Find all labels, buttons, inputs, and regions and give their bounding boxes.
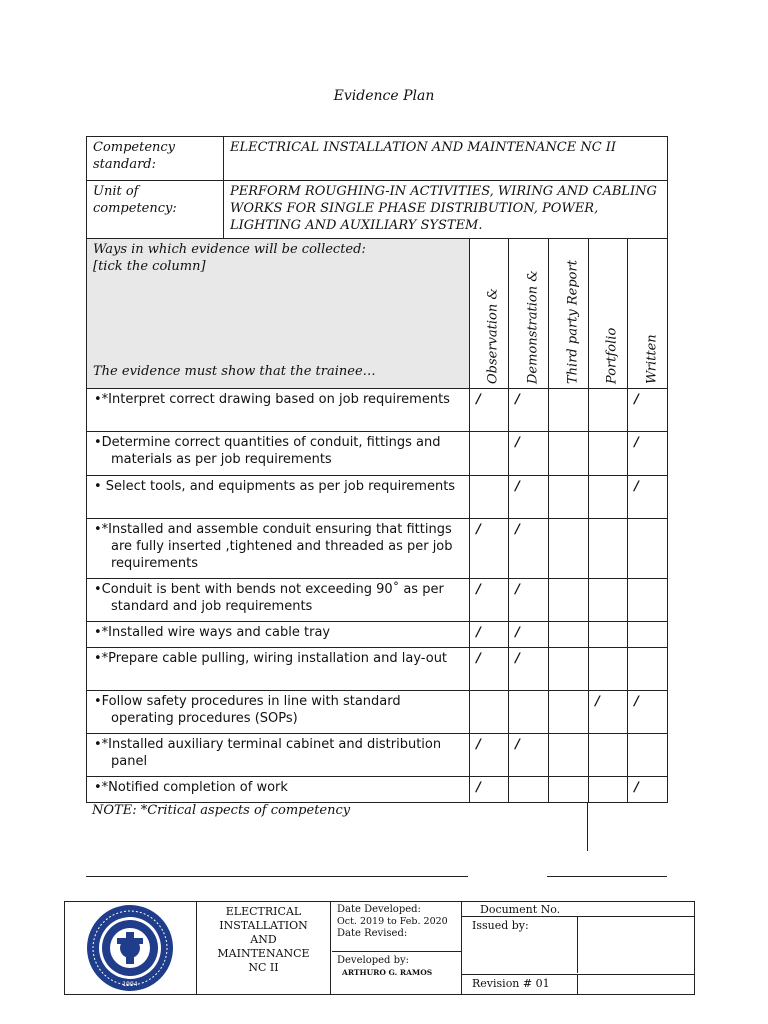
criterion-text: •*Installed and assemble conduit ensuring that fittings are fully inserted ,tightened and threaded as per job requirements [87,519,470,579]
developed-by-label: Developed by: [337,955,410,966]
document-footer [64,901,695,995]
empty-mark-cell [549,432,589,476]
tick-mark-cell [589,691,628,734]
signature-line-right [547,876,667,877]
empty-mark-cell [549,734,589,777]
tick-mark-cell [628,476,668,519]
empty-mark-cell [470,432,509,476]
empty-mark-cell [549,622,589,648]
empty-mark-cell [549,777,589,803]
empty-mark-cell [589,579,628,622]
empty-mark-cell [589,777,628,803]
tick-mark: / [515,737,520,752]
tick-mark: / [515,651,520,666]
empty-mark-cell [628,579,668,622]
footer-divider [332,951,461,952]
empty-mark-cell [628,648,668,691]
footer-qualification-title: ELECTRICAL INSTALLATION AND MAINTENANCE NC II [197,902,331,994]
tick-mark: / [476,651,481,666]
empty-mark-cell [470,476,509,519]
tick-mark-cell [509,389,549,432]
tick-mark: / [476,522,481,537]
tick-mark-cell [470,734,509,777]
column-header-written: Written [628,239,668,389]
table-row [87,389,668,432]
tick-mark-cell [509,432,549,476]
criterion-text: •*Installed wire ways and cable tray [87,622,470,648]
revision-label: Revision # 01 [472,977,550,990]
date-developed-value: Oct. 2019 to Feb. 2020 [337,916,448,927]
empty-mark-cell [549,519,589,579]
tick-mark-cell [470,579,509,622]
issued-by-box [462,917,578,973]
table-row [87,432,668,476]
tick-mark: / [634,435,639,450]
tick-mark: / [515,522,520,537]
competency-standard-value: ELECTRICAL INSTALLATION AND MAINTENANCE NC II [224,137,668,181]
tick-mark: / [476,737,481,752]
empty-mark-cell [549,476,589,519]
logo-year: 1994 [122,981,138,988]
competency-standard-label: Competency standard: [87,137,224,181]
signature-line-left [86,876,468,877]
empty-mark-cell [628,519,668,579]
date-developed-label: Date Developed: [337,904,421,915]
criterion-text: •*Notified completion of work [87,777,470,803]
column-header-row [87,239,668,389]
tick-mark: / [634,479,639,494]
tick-mark: / [476,780,481,795]
competency-standard-row [87,137,668,181]
empty-mark-cell [509,691,549,734]
criterion-text: •*Prepare cable pulling, wiring installation and lay-out [87,648,470,691]
table-row [87,734,668,777]
tick-mark: / [515,625,520,640]
tick-mark-cell [628,777,668,803]
criterion-text: • Select tools, and equipments as per job requirements [87,476,470,519]
tick-mark-cell [628,691,668,734]
tick-mark: / [634,694,639,709]
tick-mark: / [634,780,639,795]
empty-mark-cell [589,432,628,476]
empty-mark-cell [549,579,589,622]
must-show-label: The evidence must show that the trainee… [93,364,376,379]
tick-mark-cell [470,389,509,432]
tick-mark-cell [509,519,549,579]
table-row [87,476,668,519]
divider-line [587,803,588,851]
document-no-label: Document No. [480,903,561,916]
tick-label: [tick the column] [93,259,206,274]
tick-mark-cell [470,519,509,579]
document-no-box [462,902,694,917]
column-header-portfolio: Portfolio [589,239,628,389]
column-header-demonstration: Demonstration & [509,239,549,389]
empty-mark-cell [589,734,628,777]
tick-mark: / [476,625,481,640]
tick-mark: / [515,392,520,407]
empty-mark-cell [628,622,668,648]
tick-mark-cell [470,777,509,803]
tick-mark-cell [628,432,668,476]
note-critical-aspects: NOTE: *Critical aspects of competency [92,803,351,818]
ways-header-cell [87,239,470,389]
column-header-third-party-report: Third party Report [549,239,589,389]
empty-mark-cell [589,389,628,432]
empty-mark-cell [589,519,628,579]
table-row [87,519,668,579]
empty-mark-cell [549,691,589,734]
evidence-plan-table [86,136,668,803]
table-row [87,691,668,734]
empty-mark-cell [628,734,668,777]
tick-mark-cell [628,389,668,432]
tick-mark-cell [509,622,549,648]
logo-cell [65,902,197,994]
table-row [87,579,668,622]
empty-mark-cell [549,389,589,432]
issued-by-label: Issued by: [472,919,529,932]
unit-of-competency-row [87,181,668,239]
criterion-text: •Conduit is bent with bends not exceeding 90˚ as per standard and job requirements [87,579,470,622]
unit-of-competency-label: Unit of competency: [87,181,224,239]
empty-mark-cell [470,691,509,734]
tick-mark-cell [509,579,549,622]
tick-mark: / [595,694,600,709]
criterion-text: •*Installed auxiliary terminal cabinet and distribution panel [87,734,470,777]
tick-mark-cell [470,648,509,691]
footer-dates-cell [332,902,462,994]
page-title: Evidence Plan [333,88,435,104]
ways-label: Ways in which evidence will be collected: [93,242,366,257]
tick-mark-cell [509,648,549,691]
table-row [87,648,668,691]
table-row [87,777,668,803]
empty-mark-cell [589,622,628,648]
tick-mark-cell [509,734,549,777]
footer-document-cell [462,902,694,994]
unit-of-competency-value: PERFORM ROUGHING-IN ACTIVITIES, WIRING AND CABLING WORKS FOR SINGLE PHASE DISTRIBUTION, POWER, LIGHTING AND AUXILIARY SYSTEM. [224,181,668,239]
tick-mark-cell [509,476,549,519]
empty-mark-cell [589,648,628,691]
column-header-observation: Observation & [470,239,509,389]
criterion-text: •*Interpret correct drawing based on job requirements [87,389,470,432]
date-revised-label: Date Revised: [337,928,408,939]
tick-mark: / [476,582,481,597]
revision-box [462,974,578,994]
tick-mark: / [634,392,639,407]
empty-mark-cell [589,476,628,519]
developed-by-value: ARTHURO G. RAMOS [342,968,433,977]
tick-mark: / [476,392,481,407]
empty-mark-cell [509,777,549,803]
criterion-text: •Determine correct quantities of conduit, fittings and materials as per job requirements [87,432,470,476]
table-row [87,622,668,648]
criterion-text: •Follow safety procedures in line with standard operating procedures (SOPs) [87,691,470,734]
empty-mark-cell [549,648,589,691]
tick-mark-cell [470,622,509,648]
tick-mark: / [515,479,520,494]
tick-mark: / [515,435,520,450]
tesda-logo [65,902,196,994]
tick-mark: / [515,582,520,597]
